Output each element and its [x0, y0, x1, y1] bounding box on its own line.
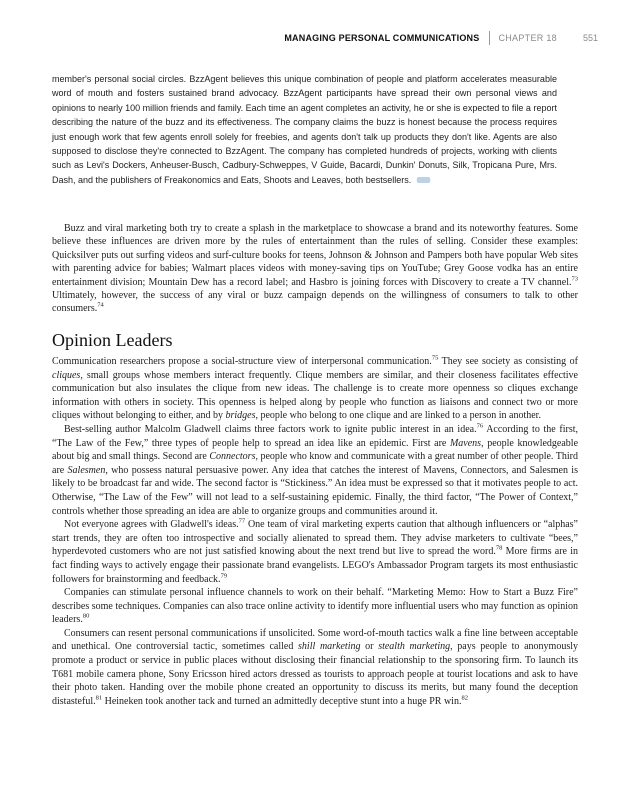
intro-paragraph: Buzz and viral marketing both try to create a splash in the marketplace to showcase a brand and its noteworthy features. Some believe these influences are driven more by the rules of entertainment than the rules of selling. Consider these examples: Quicksilver puts out surfing videos and surf-culture books for teens, Johnson & Johnson and Pampers both have popular Web sites with parenting advice for babies; Walmart places videos with money-saving tips on YouTube; Grey Goose vodka has an entire entertainment division; Mountain Dew has a record label; and Hasbro is joining forces with Discovery to create a TV channel.$^{73}$ Ultimately, however, the success of any viral or buzz campaign depends on the willingness of consumers to talk to other consumers.$^{74}$: [52, 223, 578, 315]
boxed-case-paragraph: member's personal social circles. BzzAgent believes this unique combination of people and platform accelerates measurable word of mouth and fosters sustained brand advocacy. BzzAgent participants have spread their own personal views and opinions to nearly 100 million friends and family. Each time an agent completes an activity, he or she is expected to file a report describing the nature of the buzz and its effectiveness. The company claims the buzz is honest because the process requires just enough work that few agents enroll solely for freebies, and agents don't talk up products they don't like. Agents are also supposed to disclose they're connected to BzzAgent. The company has completed hundreds of projects, working with clients such as Levi's Dockers, Anheuser-Busch, Cadbury-Schweppes, V Guide, Bacardi, Dunkin' Donuts, Silk, Tropicana Pure, Mrs. Dash, and the publishers of Freakonomics and Eats, Shoots and Leaves, both bestsellers.: [52, 73, 557, 185]
term-connectors: Connectors: [209, 451, 256, 463]
paragraph-social-structure: Communication researchers propose a social-structure view of interpersonal communication.$^{75}$ They see society as consisting of cliques, small groups whose members interact frequently. Clique members are similar, and their closeness facilitates effective communication but also insulates the clique from new ideas. The challenge is to create more openness so cliques exchange information with others in society. This openness is helped along by people who function as liaisons and connect two or more cliques without belonging to either, and by bridges, people who belong to one clique and are linked to a person in another.: [52, 354, 578, 422]
footnote-ref: 80: [82, 612, 90, 620]
footnote-ref: 81: [95, 694, 103, 702]
term-bridges: bridges: [225, 410, 256, 422]
term-salesmen: Salesmen: [67, 464, 106, 476]
header-divider: [489, 31, 490, 45]
paragraph-stealth: Consumers can resent personal communications if unsolicited. Some word-of-mouth tactics walk a fine line between acceptable and unethical. One controversial tactic, sometimes called shill marketing or stealth marketing, pays people to anonymously promote a product or service in public places without disclosing their financial relationship to the sponsoring firm. To launch its T681 mobile camera phone, Sony Ericsson hired actors dressed as tourists to approach people at tourist locations and ask to have their photo taken. Handing over the mobile phone created an opportunity to discuss its merits, but many found the deception distasteful.$^{81}$ Heineken took another tack and turned an admittedly deceptive stunt into a huge PR win.$^{82}$: [52, 627, 578, 707]
footnote-ref: 82: [461, 694, 468, 702]
paragraph-stimulate: Companies can stimulate personal influence channels to work on their behalf. “Marketing Memo: How to Start a Buzz Fire” describes some techniques. Companies can also trace online activity to identify more influential users who may function as opinion leaders.$^{80}$: [52, 587, 578, 626]
chapter-label: CHAPTER 18: [498, 33, 557, 43]
end-of-box-icon: [417, 177, 430, 183]
section-title: Opinion Leaders: [52, 330, 173, 350]
section-body: [52, 355, 578, 708]
paragraph-gladwell: Best-selling author Malcolm Gladwell claims three factors work to ignite public interest in an idea.$^{76}$ According to the first, “The Law of the Few,” three types of people help to spread an idea like an epidemic. First are Mavens, people knowledgeable about big and small things. Second are Connectors, people who know and communicate with a great number of other people. Third are Salesmen, who possess natural persuasive power. Any idea that catches the interest of Mavens, Connectors, and Salesmen is likely to be broadcast far and wide. The second factor is “Stickiness.” An idea must be expressed so that it motivates people to act. Otherwise, “The Law of the Few” will not lead to a self-sustaining epidemic. Finally, the third factor, “The Power of Context,” controls whether those spreading an idea are able to organize groups and communities around it.: [52, 422, 579, 517]
running-title: MANAGING PERSONAL COMMUNICATIONS: [284, 33, 480, 43]
running-header: [260, 30, 598, 46]
boxed-case-text: [52, 72, 557, 187]
paragraph-bees: Not everyone agrees with Gladwell's ideas.$^{77}$ One team of viral marketing experts caution that although influencers or “alphas” start trends, they are often too introspective and socially alienated to spread them. They advise marketers to cultivate “bees,” hyperdevoted customers who are not just satisfied knowing about the next trend but live to spread the word.$^{78}$ More firms are in fact finding ways to actively engage their passionate brand evangelists. LEGO's Ambassador Program targets its most enthusiastic followers for brainstorming and feedback.$^{79}$: [52, 517, 578, 585]
footnote-ref: 73: [571, 275, 578, 283]
footnote-ref: 79: [220, 572, 228, 580]
page-number: 551: [582, 33, 598, 43]
term-cliques: cliques: [52, 369, 81, 381]
footnote-ref: 77: [238, 517, 246, 525]
term-shill-marketing: shill marketing: [298, 641, 361, 653]
footnote-ref: 76: [476, 422, 484, 430]
term-mavens: Mavens: [449, 437, 482, 449]
term-stealth-marketing: stealth marketing: [378, 641, 451, 653]
footnote-ref: 75: [431, 354, 439, 362]
footnote-ref: 78: [495, 544, 503, 552]
footnote-ref: 74: [97, 302, 104, 310]
